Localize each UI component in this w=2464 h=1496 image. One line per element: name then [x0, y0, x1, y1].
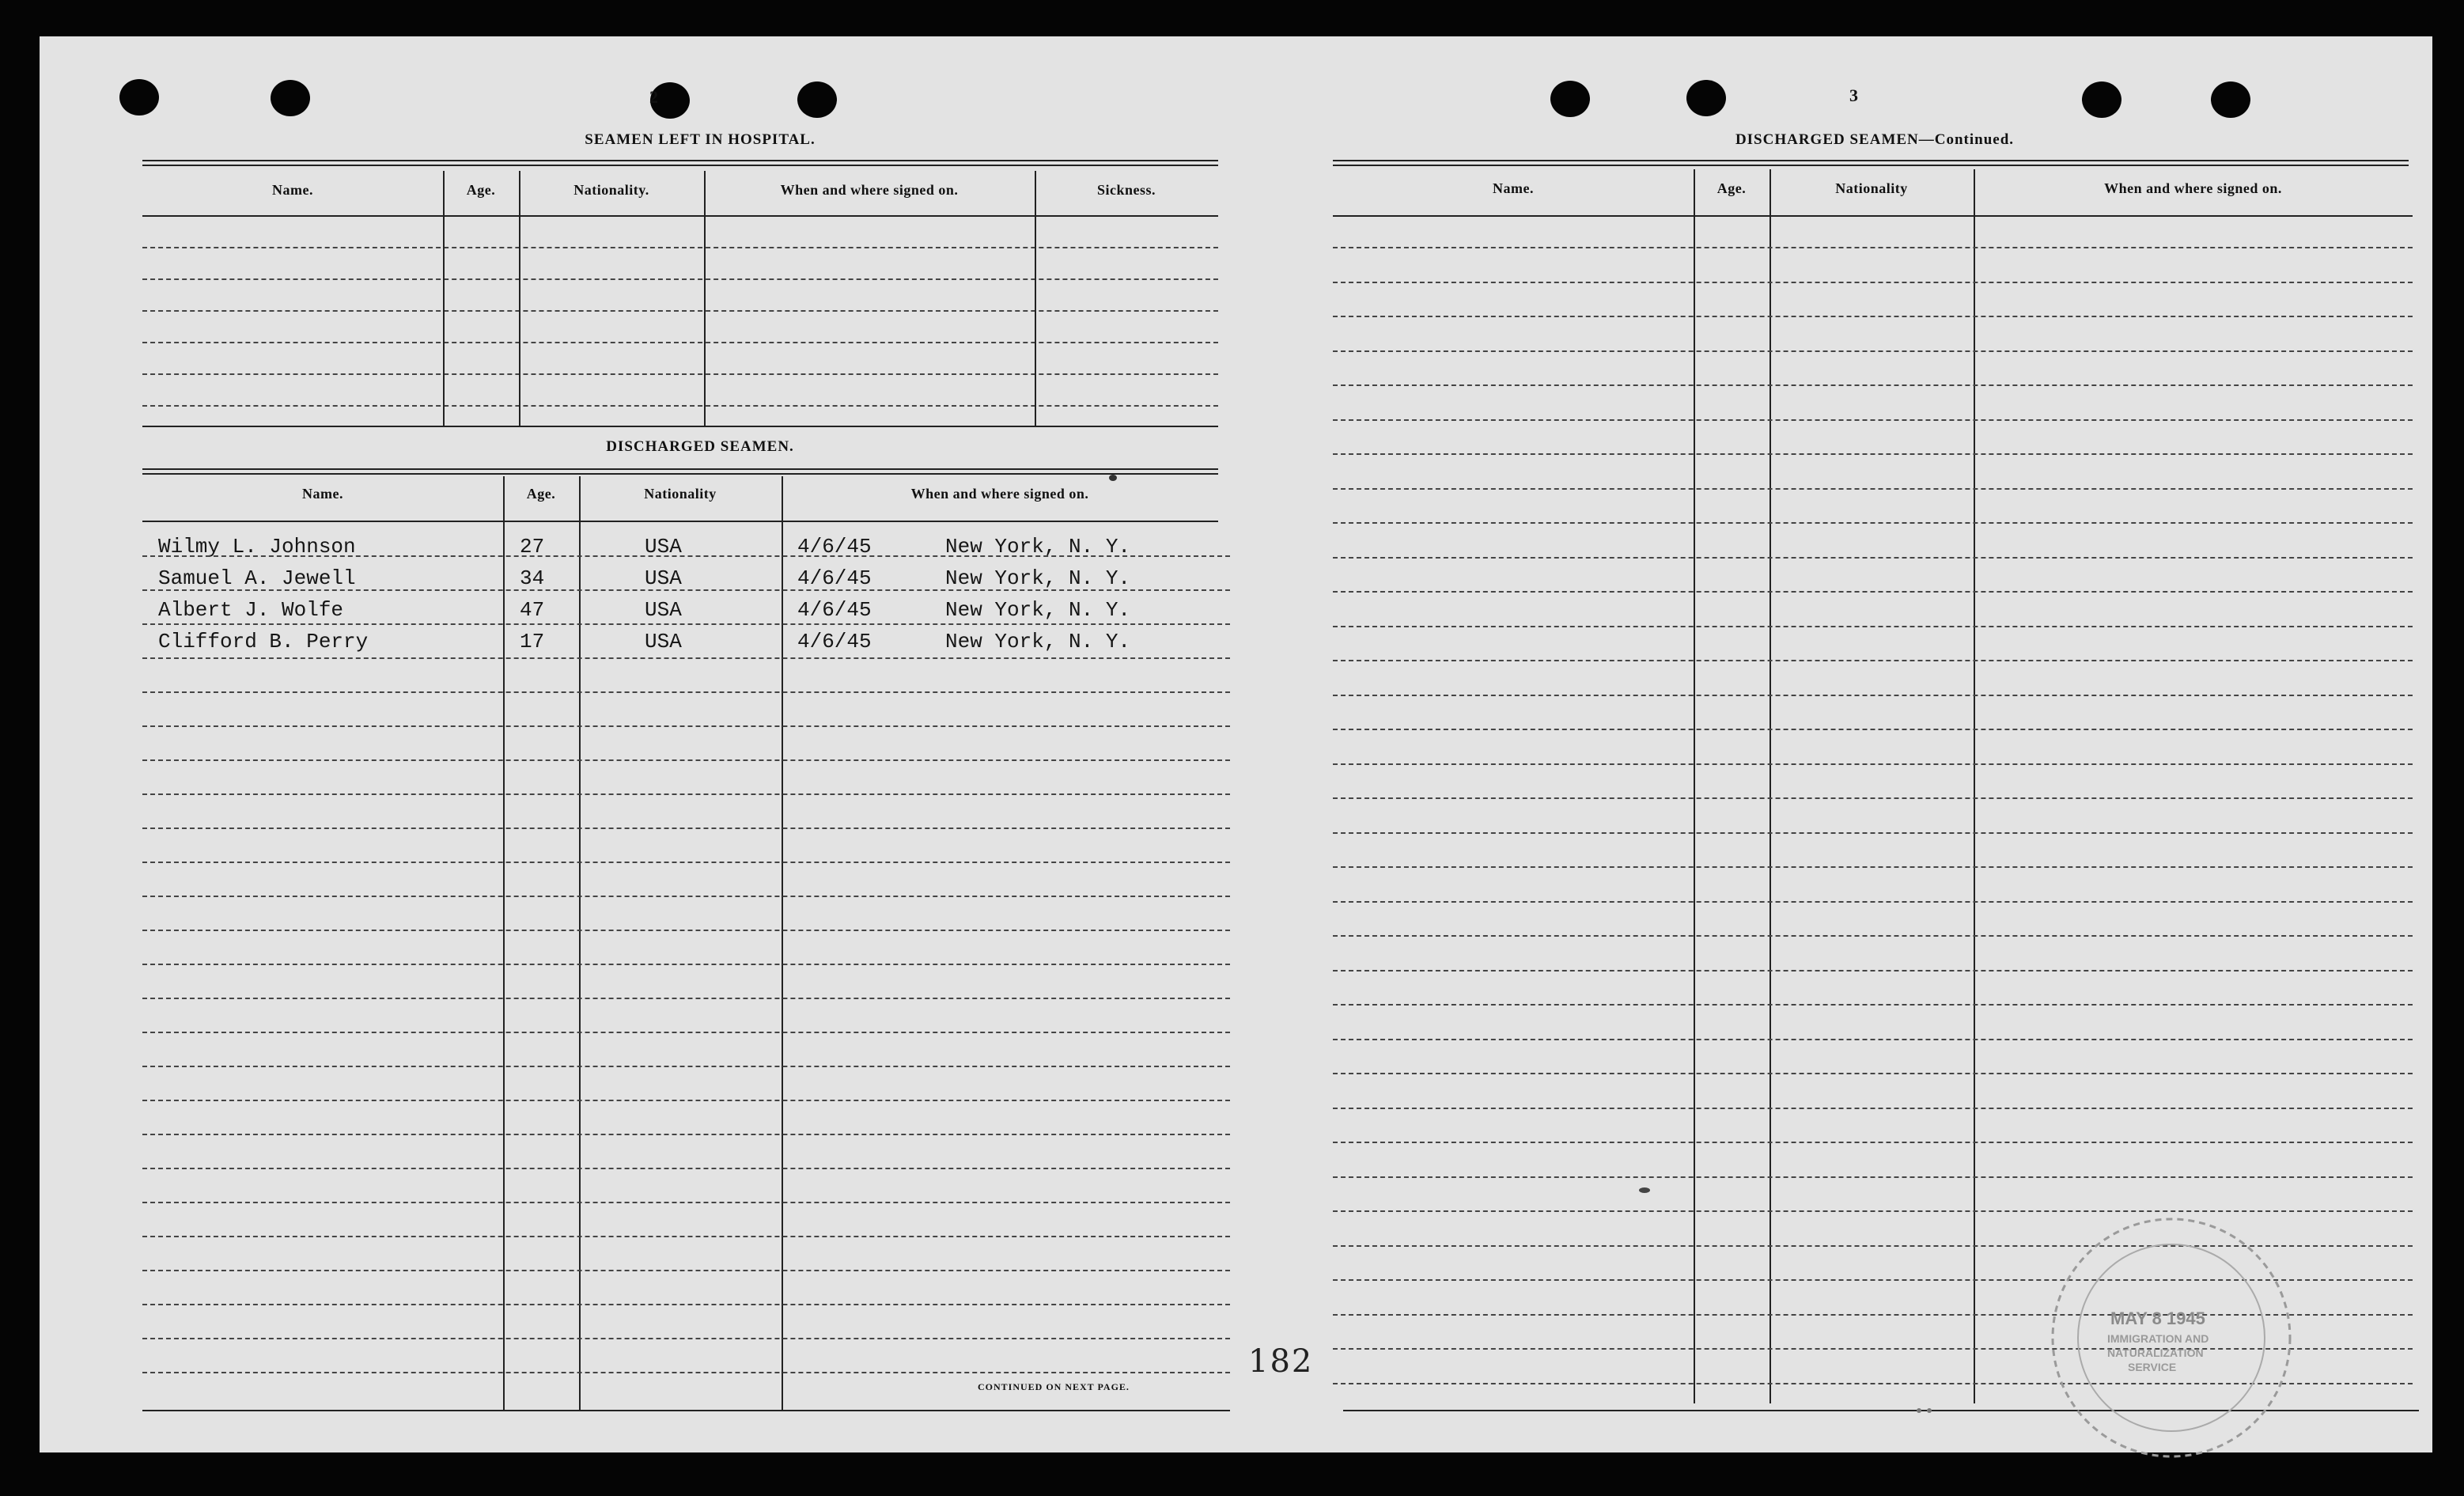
dotted-row-line	[1333, 419, 2413, 421]
seaman-nationality: USA	[645, 598, 682, 622]
dotted-row-line	[142, 930, 1230, 931]
dotted-row-line	[142, 1338, 1230, 1339]
seaman-nationality: USA	[645, 630, 682, 653]
dotted-row-line	[1333, 626, 2413, 627]
table-rule	[142, 473, 1218, 475]
dotted-row-line	[1333, 797, 2413, 799]
dotted-row-line	[142, 691, 1230, 693]
table-rule	[142, 165, 1218, 166]
document-spread	[40, 36, 2432, 1452]
column-divider	[519, 171, 520, 426]
seaman-name: Clifford B. Perry	[158, 630, 369, 653]
dotted-row-line	[142, 278, 1218, 280]
signed-on-date: 4/6/45	[797, 598, 872, 622]
dotted-row-line	[1333, 970, 2413, 971]
hospital-section-title: SEAMEN LEFT IN HOSPITAL.	[585, 131, 816, 148]
table-rule	[142, 426, 1218, 427]
dotted-row-line	[142, 828, 1230, 829]
dotted-row-line	[142, 373, 1218, 375]
signed-on-date: 4/6/45	[797, 630, 872, 653]
table-rule	[142, 160, 1218, 161]
table-rule	[142, 1410, 1230, 1411]
dotted-row-line	[1333, 488, 2413, 490]
punch-hole	[1686, 80, 1726, 116]
dotted-row-line	[142, 1270, 1230, 1271]
column-header-signed-on: When and where signed on.	[2104, 180, 2282, 196]
dotted-row-line	[142, 1100, 1230, 1101]
handwritten-page-number: 182	[1248, 1343, 1314, 1380]
dotted-row-line	[1333, 316, 2413, 317]
dotted-row-line	[1333, 247, 2413, 248]
seaman-age: 34	[520, 566, 545, 590]
page-number: 3	[1849, 85, 1858, 105]
column-header-name: Name.	[1493, 180, 1534, 196]
dotted-row-line	[142, 793, 1230, 795]
dotted-row-line	[1333, 1039, 2413, 1040]
punch-hole	[2211, 81, 2250, 118]
dotted-row-line	[142, 725, 1230, 727]
column-header-name: Name.	[302, 486, 343, 502]
stamp-text: SERVICE	[2128, 1361, 2177, 1373]
dotted-row-line	[142, 1134, 1230, 1135]
dotted-row-line	[1333, 695, 2413, 696]
dotted-row-line	[142, 862, 1230, 863]
page-number: 2	[649, 87, 658, 107]
signed-on-date: 4/6/45	[797, 535, 872, 559]
table-rule	[1333, 215, 2413, 217]
dotted-row-line	[1333, 935, 2413, 937]
dotted-row-line	[1333, 557, 2413, 559]
dotted-row-line	[142, 1066, 1230, 1067]
punch-hole	[119, 79, 159, 116]
dotted-row-line	[1333, 660, 2413, 661]
dotted-row-line	[1333, 729, 2413, 730]
column-header-age: Age.	[526, 486, 556, 502]
received-stamp	[2049, 1215, 2294, 1460]
signed-on-place: New York, N. Y.	[945, 630, 1131, 653]
table-rule	[142, 521, 1218, 522]
seaman-age: 17	[520, 630, 545, 653]
column-header-name: Name.	[272, 182, 313, 198]
punch-hole	[271, 80, 310, 116]
dotted-row-line	[142, 1202, 1230, 1203]
column-header-nationality: Nationality	[1835, 180, 1908, 196]
ink-speck	[1639, 1187, 1650, 1193]
seaman-name: Samuel A. Jewell	[158, 566, 356, 590]
dotted-row-line	[1333, 282, 2413, 283]
dotted-row-line	[142, 1236, 1230, 1237]
table-rule	[142, 215, 1218, 217]
dotted-row-line	[1333, 453, 2413, 455]
column-header-signed-on: When and where signed on.	[910, 486, 1089, 502]
column-divider	[1769, 169, 1771, 1403]
continued-note: CONTINUED ON NEXT PAGE.	[978, 1381, 1130, 1392]
dotted-row-line	[142, 247, 1218, 248]
table-rule	[1333, 165, 2409, 166]
signed-on-date: 4/6/45	[797, 566, 872, 590]
dotted-row-line	[142, 342, 1218, 343]
seaman-nationality: USA	[645, 566, 682, 590]
dotted-row-line	[1333, 901, 2413, 903]
column-divider	[1974, 169, 1975, 1403]
dotted-row-line	[142, 1032, 1230, 1033]
dotted-row-line	[1333, 591, 2413, 593]
dotted-row-line	[1333, 1004, 2413, 1006]
dotted-row-line	[142, 589, 1230, 591]
signed-on-place: New York, N. Y.	[945, 566, 1131, 590]
dotted-row-line	[1333, 350, 2413, 352]
column-divider	[443, 171, 445, 426]
punch-hole	[2082, 81, 2121, 118]
ink-speck	[1917, 1408, 1921, 1413]
seaman-name: Wilmy L. Johnson	[158, 535, 356, 559]
stamp-text: NATURALIZATION	[2107, 1346, 2204, 1359]
column-divider	[704, 171, 706, 426]
seaman-age: 27	[520, 535, 545, 559]
ink-speck	[1927, 1408, 1932, 1413]
seaman-nationality: USA	[645, 535, 682, 559]
signed-on-place: New York, N. Y.	[945, 598, 1131, 622]
dotted-row-line	[1333, 1108, 2413, 1109]
column-divider	[1035, 171, 1036, 426]
dotted-row-line	[1333, 832, 2413, 834]
dotted-row-line	[1333, 1210, 2413, 1212]
column-header-sickness: Sickness.	[1096, 182, 1156, 198]
stamp-date: MAY 8 1945	[2110, 1309, 2205, 1328]
dotted-row-line	[142, 964, 1230, 965]
dotted-row-line	[142, 555, 1230, 557]
punch-hole	[1550, 81, 1590, 117]
dotted-row-line	[142, 1372, 1230, 1373]
table-rule	[1333, 160, 2409, 161]
column-header-age: Age.	[466, 182, 496, 198]
ink-speck	[1109, 475, 1117, 481]
dotted-row-line	[1333, 522, 2413, 524]
dotted-row-line	[1333, 763, 2413, 765]
page-title: DISCHARGED SEAMEN—Continued.	[1735, 131, 2015, 148]
dotted-row-line	[142, 623, 1230, 625]
column-header-age: Age.	[1716, 180, 1747, 196]
column-header-nationality: Nationality	[644, 486, 717, 502]
dotted-row-line	[142, 896, 1230, 897]
dotted-row-line	[142, 657, 1230, 659]
discharged-section-title: DISCHARGED SEAMEN.	[606, 438, 794, 455]
dotted-row-line	[142, 310, 1218, 312]
dotted-row-line	[142, 1168, 1230, 1169]
column-header-signed-on: When and where signed on.	[780, 182, 959, 198]
dotted-row-line	[142, 405, 1218, 407]
column-header-nationality: Nationality.	[573, 182, 649, 198]
dotted-row-line	[1333, 1176, 2413, 1178]
dotted-row-line	[142, 1304, 1230, 1305]
dotted-row-line	[142, 998, 1230, 999]
punch-hole	[797, 81, 837, 118]
seaman-name: Albert J. Wolfe	[158, 598, 344, 622]
dotted-row-line	[1333, 1142, 2413, 1143]
seaman-age: 47	[520, 598, 545, 622]
signed-on-place: New York, N. Y.	[945, 535, 1131, 559]
dotted-row-line	[1333, 384, 2413, 386]
dotted-row-line	[1333, 866, 2413, 868]
table-rule	[142, 468, 1218, 470]
dotted-row-line	[142, 759, 1230, 761]
column-divider	[1694, 169, 1695, 1403]
dotted-row-line	[1333, 1073, 2413, 1074]
stamp-text: IMMIGRATION AND	[2107, 1332, 2209, 1345]
